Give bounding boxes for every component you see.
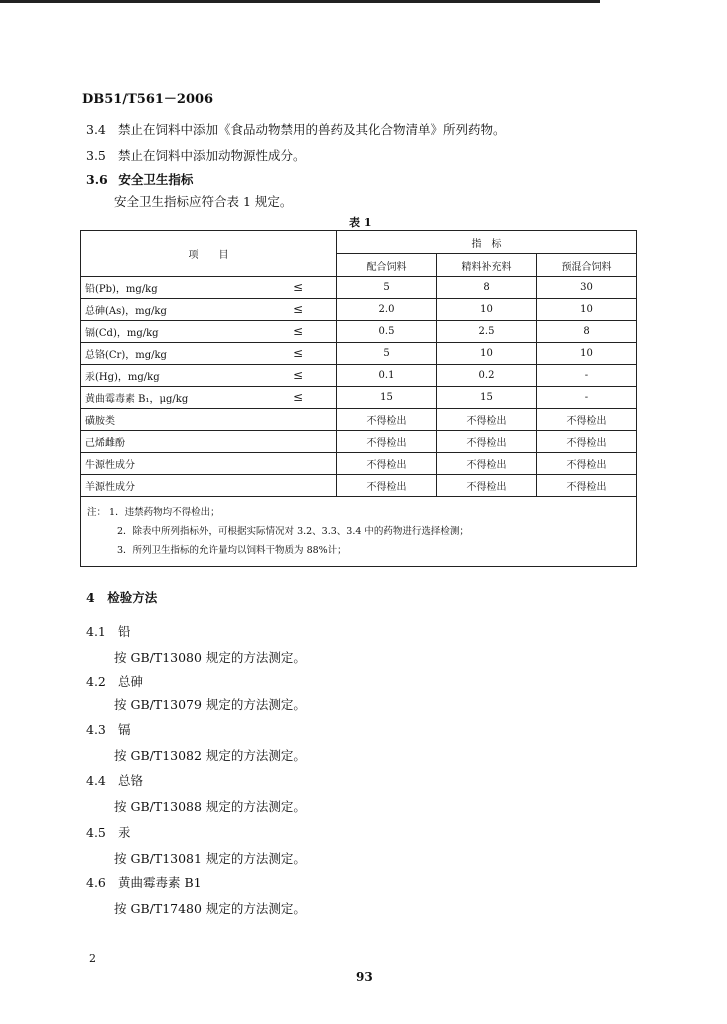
value-cell: 不得检出 [337,409,437,431]
subsection-number: 4.1 [86,624,106,639]
note-line: 注： 1．违禁药物均不得检出； [87,507,220,518]
subsection-4-2 [86,672,143,690]
method-text: 按 GB/T13079 规定的方法测定。 [114,697,306,712]
item-name: 汞(Hg)，mg/kg [85,372,160,383]
le-symbol: ≤ [293,324,304,338]
value-cell: 10 [537,343,637,365]
intro-text: 安全卫生指标应符合表 1 规定。 [114,194,293,209]
item-name: 镉(Cd)，mg/kg [85,328,159,339]
value-cell: 0.2 [437,365,537,387]
item-name: 牛源性成分 [85,460,135,471]
subsection-name: 铅 [117,624,131,639]
col-header: 配合饲料 [337,254,437,277]
item-cell [81,475,337,497]
table-row [81,321,637,343]
item-name: 黄曲霉毒素 B₁，μg/kg [85,394,189,405]
value-cell: 不得检出 [337,453,437,475]
value-cell: 不得检出 [437,475,537,497]
subsection-4-6 [86,873,202,891]
subsection-number: 4.4 [86,773,106,788]
clause-3-4 [86,120,506,138]
note-line: 2．除表中所列指标外，可根据实际情况对 3.2、3.3、3.4 中的药物进行选择检测； [117,526,469,537]
subsection-number: 4.2 [86,674,106,689]
value-cell: 不得检出 [537,409,637,431]
subsection-name: 总砷 [117,674,143,689]
item-header: 项 目 [81,231,337,277]
value-cell: 不得检出 [337,431,437,453]
subsection-number: 4.3 [86,722,106,737]
le-symbol: ≤ [293,280,304,294]
subsection-number: 4.5 [86,825,106,840]
table-row [81,387,637,409]
clause-text: 禁止在饲料中添加《食品动物禁用的兽药及其化合物清单》所列药物。 [117,122,506,137]
subsection-name: 镉 [117,722,131,737]
item-cell [81,409,337,431]
clause-3-6 [86,170,193,188]
table-row [81,409,637,431]
table-row [81,365,637,387]
safety-index-table [80,230,637,567]
le-symbol: ≤ [293,390,304,404]
value-cell: 不得检出 [437,409,537,431]
value-cell: - [537,387,637,409]
value-cell: 10 [437,343,537,365]
value-cell: 不得检出 [537,431,637,453]
value-cell: 0.1 [337,365,437,387]
subsection-name: 汞 [117,825,131,840]
clause-number: 3.5 [86,148,106,163]
item-name: 铅(Pb)，mg/kg [85,284,158,295]
value-cell: 不得检出 [537,453,637,475]
value-cell: 不得检出 [537,475,637,497]
value-cell: 8 [437,277,537,299]
table-header-row [81,231,637,254]
table-notes-row [81,497,637,567]
subsection-4-3 [86,720,131,738]
item-name: 羊源性成分 [85,482,135,493]
item-cell [81,365,337,387]
subsection-4-5 [86,823,131,841]
subsection-number: 4.6 [86,875,106,890]
value-cell: 5 [337,277,437,299]
item-cell [81,277,337,299]
method-text: 按 GB/T13080 规定的方法测定。 [114,650,306,665]
page-number-left: 2 [89,952,96,965]
subsection-name: 总铬 [117,773,143,788]
clause-number: 3.6 [86,172,108,187]
clause-number: 3.4 [86,122,106,137]
value-cell: 0.5 [337,321,437,343]
value-cell: 2.0 [337,299,437,321]
notes-cell [81,497,637,567]
subsection-4-1 [86,622,131,640]
subsection-4-4 [86,771,143,789]
item-name: 磺胺类 [85,416,115,427]
item-name: 总铬(Cr)，mg/kg [85,350,167,361]
le-symbol: ≤ [293,302,304,316]
value-cell: - [537,365,637,387]
table-caption: 表 1 [349,216,372,229]
value-cell: 10 [437,299,537,321]
clause-text: 禁止在饲料中添加动物源性成分。 [117,148,306,163]
table-row [81,453,637,475]
clause-3-5 [86,146,306,164]
page-number: 93 [356,970,373,984]
clause-text: 安全卫生指标 [118,172,194,187]
value-cell: 不得检出 [337,475,437,497]
item-cell [81,299,337,321]
le-symbol: ≤ [293,368,304,382]
le-symbol: ≤ [293,346,304,360]
item-name: 总砷(As)，mg/kg [85,306,167,317]
col-header: 预混合饲料 [537,254,637,277]
table-row [81,343,637,365]
method-text: 按 GB/T13088 规定的方法测定。 [114,799,306,814]
value-cell: 5 [337,343,437,365]
item-cell [81,343,337,365]
table-row [81,299,637,321]
top-rule [0,0,600,3]
col-header: 精料补充料 [437,254,537,277]
table-row [81,431,637,453]
item-name: 己烯雌酚 [85,438,125,449]
value-cell: 30 [537,277,637,299]
table-row [81,277,637,299]
method-text: 按 GB/T13082 规定的方法测定。 [114,748,306,763]
value-cell: 2.5 [437,321,537,343]
value-cell: 不得检出 [437,453,537,475]
table-row [81,475,637,497]
value-cell: 15 [337,387,437,409]
item-cell [81,387,337,409]
value-cell: 10 [537,299,637,321]
item-cell [81,431,337,453]
document-id: DB51/T561－2006 [82,92,214,107]
item-cell [81,453,337,475]
subsection-name: 黄曲霉毒素 B1 [117,875,202,890]
method-text: 按 GB/T17480 规定的方法测定。 [114,901,306,916]
method-text: 按 GB/T13081 规定的方法测定。 [114,851,306,866]
item-cell [81,321,337,343]
value-cell: 15 [437,387,537,409]
value-cell: 不得检出 [437,431,537,453]
note-line: 3．所列卫生指标的允许量均以饲料干物质为 88%计； [117,545,347,556]
value-cell: 8 [537,321,637,343]
section-4-title: 4 检验方法 [86,590,158,605]
index-header: 指 标 [337,231,637,254]
